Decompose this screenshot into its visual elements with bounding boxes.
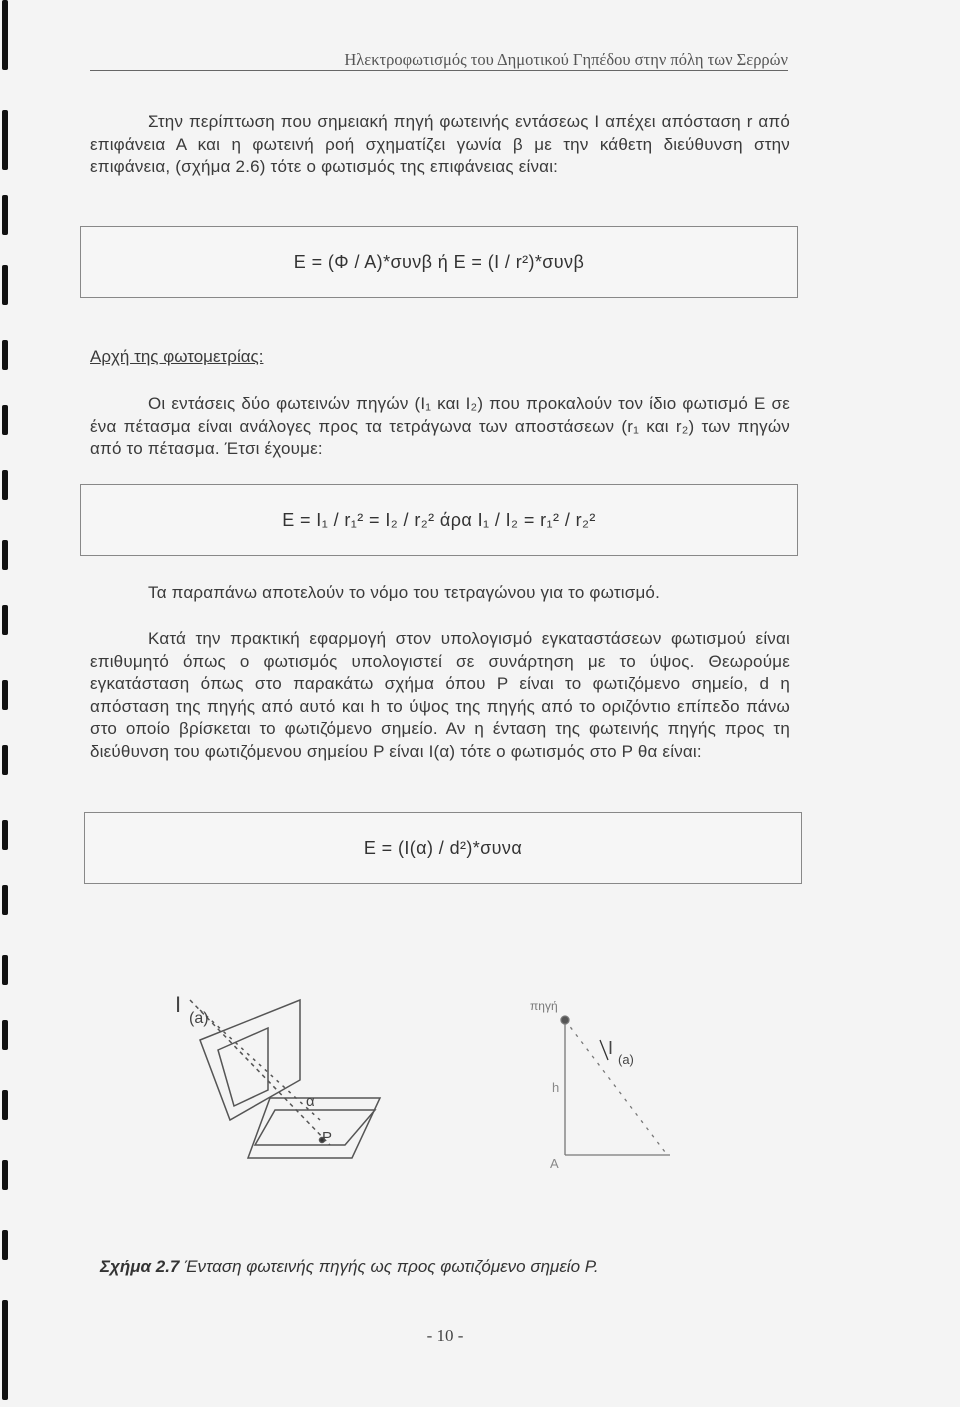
right-diagram [561, 1016, 670, 1155]
right-label-I: I [608, 1038, 614, 1058]
distance-line [565, 1020, 665, 1152]
running-header: Ηλεκτροφωτισμός του Δημοτικού Γηπέδου στην πόλη των Σερρών [344, 50, 788, 69]
left-label-I: I [175, 992, 182, 1017]
right-label-sub: (a) [618, 1052, 634, 1067]
paragraph-application: Κατά την πρακτική εφαρμογή στον υπολογισμό εγκαταστάσεων φωτισμού είναι επιθυμητό όπως ο φωτισμός υπολογιστεί σε συνάρτηση με το ύψος. Θεωρούμε εγκατάσταση όπως στο παρακάτω σχήμα όπου Ρ είναι το φωτιζόμενο σημείο, d η απόσταση της πηγής από αυτό και h το ύψος της πηγής από το οριζόντιο επίπεδο πάνω στο οποίο βρίσκεται το φωτιζόμενο σημείο. Αν η ένταση της φωτεινής πηγής προς τη διεύθυνση του φωτιζόμενου σημείου Ρ είναι Ι(α) τότε ο φωτισμός στο Ρ θα είναι: [90, 629, 790, 761]
paragraph-law: Τα παραπάνω αποτελούν το νόμο του τετραγώνου για το φωτισμό. [148, 583, 661, 602]
paragraph-photometry: Οι εντάσεις δύο φωτεινών πηγών (Ι₁ και Ι₂) που προκαλούν τον ίδιο φωτισμό Ε σε ένα πέτασμα είναι ανάλογες προς τα τετράγωνα των αποστάσεων (r₁ και r₂) των πηγών από το πέτασμα. Έτσι έχουμε: [90, 394, 790, 458]
figure-2-7 [0, 980, 960, 1180]
caption-text: Ένταση φωτεινής πηγής ως προς φωτιζόμενο σημείο Ρ. [179, 1257, 599, 1276]
right-label-h: h [552, 1080, 560, 1095]
formula-2: Ε = Ι₁ / r₁² = Ι₂ / r₂² άρα Ι₁ / Ι₂ = r₁² / r₂² [282, 509, 596, 530]
horizontal-plane [255, 1110, 375, 1145]
figure-caption [100, 1257, 599, 1277]
intensity-arrow [600, 1040, 608, 1060]
paragraph-intro: Στην περίπτωση που σημειακή πηγή φωτεινής εντάσεως Ι απέχει απόσταση r από επιφάνεια Α και η φωτεινή ροή σχηματίζει γωνία β με την κάθετη διεύθυνση στην επιφάνεια, (σχήμα 2.6) τότε ο φωτισμός της επιφάνειας είναι: [90, 112, 790, 176]
right-label-A: Α [550, 1156, 559, 1171]
formula-box-2 [80, 484, 798, 556]
formula-box-1 [80, 226, 798, 298]
left-label-alpha: α [306, 1093, 315, 1110]
left-diagram [190, 1000, 380, 1158]
left-label-sub: (a) [189, 1010, 209, 1027]
inclined-plane-inner [218, 1028, 268, 1106]
caption-number: Σχήμα 2.7 [100, 1257, 180, 1276]
section-heading: Αρχή της φωτομετρίας: [90, 347, 264, 366]
right-label-source: πηγή [530, 999, 558, 1013]
formula-1: Ε = (Φ / Α)*συνβ ή Ε = (Ι / r²)*συνβ [293, 251, 585, 272]
header-rule [90, 70, 788, 71]
left-label-P: P [322, 1129, 333, 1146]
formula-3: Ε = (Ι(α) / d²)*συνα [363, 837, 523, 858]
inclined-plane [200, 1000, 300, 1120]
page-number: - 10 - [426, 1326, 464, 1345]
formula-box-3 [84, 812, 802, 884]
source-point [561, 1016, 569, 1024]
